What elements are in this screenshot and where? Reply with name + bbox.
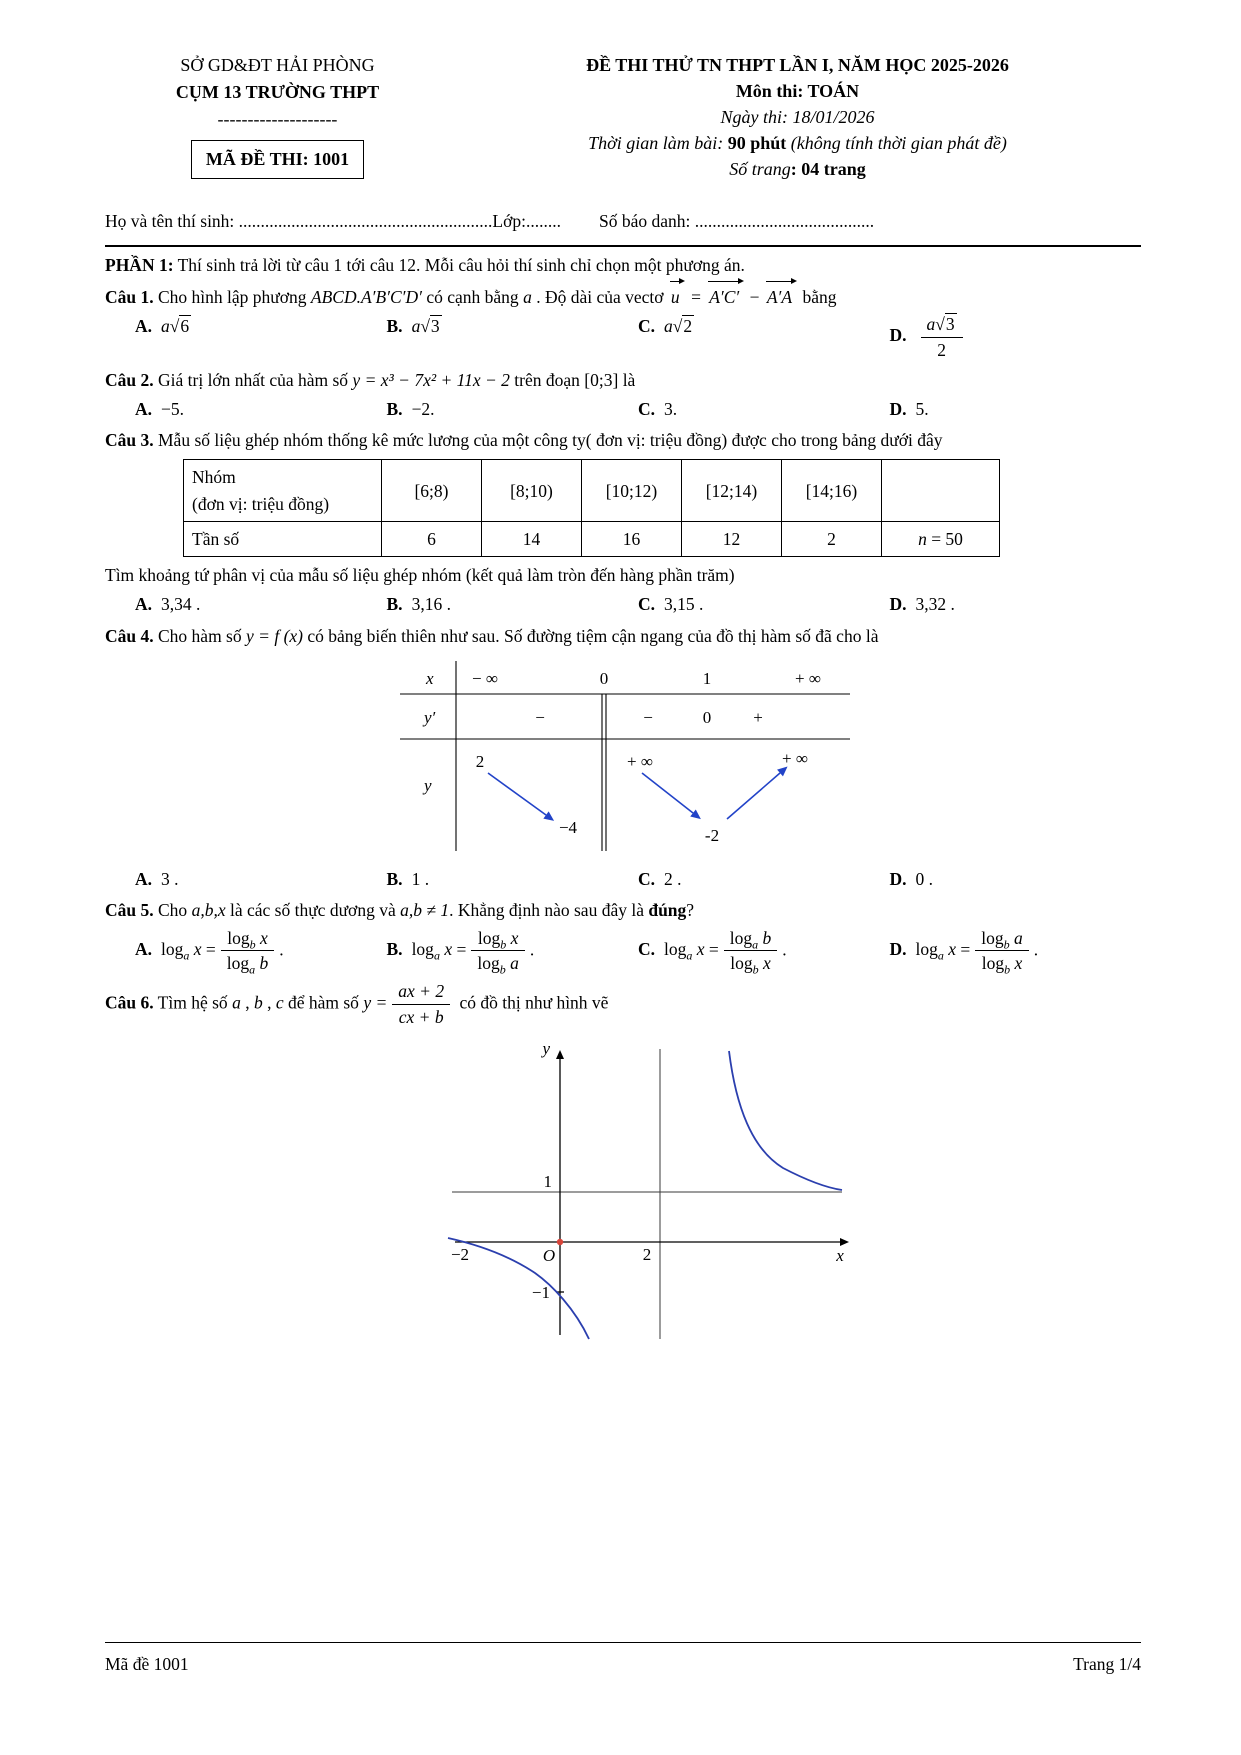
- period: .: [279, 938, 284, 959]
- q3-option-b: [387, 591, 639, 617]
- text-run: . Khẳng định nào sau đây là: [449, 900, 649, 921]
- group-cell: [14;16): [782, 460, 882, 522]
- text-run: . Độ dài của vectơ: [531, 286, 668, 307]
- option-value: 1 .: [411, 869, 430, 890]
- total-cell: [882, 521, 1000, 556]
- log-arg: x: [444, 938, 453, 959]
- duration-value: 90 phút: [727, 133, 791, 154]
- log-lhs: [411, 938, 453, 963]
- bbt-x-pos-inf: + ∞: [795, 668, 821, 688]
- option-label: C.: [638, 869, 656, 890]
- option-value: [412, 315, 442, 336]
- period: .: [782, 938, 787, 959]
- q6-label: Câu 6.: [105, 992, 154, 1013]
- math-run: c: [275, 992, 284, 1013]
- equals-sign: =: [708, 938, 719, 959]
- bbt-x-label: x: [426, 668, 434, 688]
- header-right: [450, 52, 1141, 182]
- option-value: 3,34 .: [161, 594, 201, 615]
- option-label: D.: [889, 869, 907, 890]
- log-word: log: [981, 953, 1005, 974]
- log-word: log: [161, 938, 184, 959]
- vector-u: u: [670, 283, 684, 310]
- text-run: Cho hàm số: [153, 625, 246, 646]
- option-label: A.: [135, 594, 153, 615]
- text-run: Tìm khoảng tứ phân vị của mẫu số liệu ghép nhóm (kết quả làm tròn đến hàng phần trăm): [105, 565, 735, 586]
- log-arg: b: [259, 953, 269, 974]
- q1-option-b: [387, 313, 639, 362]
- q1-options: [105, 313, 1141, 362]
- math-run: [0;3]: [584, 369, 619, 390]
- log-arg: x: [763, 953, 771, 974]
- exam-title: ĐỀ THI THỬ TN THPT LẦN I, NĂM HỌC 2025-2026: [586, 55, 1009, 75]
- graph-origin-label: O: [542, 1245, 556, 1265]
- option-label: A.: [135, 316, 153, 337]
- variation-table-figure: [400, 661, 1141, 858]
- variation-table-svg: [400, 661, 850, 851]
- bbt-x-zero: 0: [599, 668, 609, 688]
- text-run: có đồ thị như hình vẽ: [455, 992, 609, 1013]
- fraction-numerator: [724, 927, 778, 952]
- q3-label: Câu 3.: [105, 430, 154, 451]
- fraction-numerator: ax + 2: [392, 980, 450, 1005]
- fraction-denominator: [975, 951, 1029, 975]
- log-base: a: [937, 948, 944, 963]
- text-run: ,: [240, 992, 254, 1013]
- log-arg: x: [193, 938, 202, 959]
- q1-option-a: [135, 313, 387, 362]
- log-arg: x: [260, 927, 268, 948]
- math-run: ABCD.A′B′C′D′: [310, 286, 422, 307]
- bbt-yprime-sign: +: [753, 707, 763, 727]
- q3-question-text: [105, 562, 1141, 588]
- bbt-yprime-sign: −: [535, 707, 545, 727]
- coefficient: a: [161, 316, 170, 337]
- q1-option-d: [890, 313, 1142, 362]
- q3-option-a: [135, 591, 387, 617]
- log-lhs: [915, 938, 957, 963]
- group-label-line2: (đơn vị: triệu đồng): [192, 493, 330, 514]
- option-label: D.: [889, 325, 907, 346]
- option-value: 3,32 .: [915, 594, 955, 615]
- text-run: Giá trị lớn nhất của hàm số: [153, 369, 353, 390]
- fraction: [221, 927, 275, 976]
- bbt-y-mid-bottom: -2: [704, 825, 720, 845]
- q5-options: [105, 927, 1141, 976]
- option-value: [664, 315, 694, 336]
- q4-option-c: [638, 866, 890, 892]
- bbt-x-neg-inf: − ∞: [472, 668, 498, 688]
- q4-options: [105, 866, 1141, 892]
- bbt-y-label: y: [424, 775, 432, 795]
- q3-stem: [105, 427, 1141, 453]
- option-value: 3,16 .: [411, 594, 451, 615]
- exam-pages: [454, 156, 1141, 182]
- fraction: [392, 980, 450, 1029]
- exam-code-box: MÃ ĐỀ THI: 1001: [191, 140, 364, 179]
- text-run: Cho hình lập phương: [153, 286, 311, 307]
- sqrt-symbol: √: [672, 316, 683, 337]
- coefficient: a: [926, 314, 936, 335]
- log-arg: x: [510, 927, 519, 948]
- freq-cell: 16: [582, 521, 682, 556]
- header-left: [105, 52, 450, 182]
- radicand: 6: [180, 316, 190, 337]
- log-base: b: [1003, 937, 1010, 952]
- log-arg: b: [762, 927, 772, 948]
- asymptote-lines: [452, 1049, 842, 1339]
- option-value: 2 .: [664, 869, 682, 890]
- log-base: a: [433, 948, 440, 963]
- math-run: a: [232, 992, 241, 1013]
- log-lhs: [161, 938, 202, 963]
- math-run: a,b ≠ 1: [400, 900, 450, 921]
- fraction-denominator: [724, 951, 778, 975]
- graph-minus-one-label: −1: [531, 1282, 550, 1302]
- frequency-table: [183, 459, 1000, 557]
- log-arg: a: [510, 953, 519, 974]
- option-value: −5.: [161, 398, 185, 419]
- bbt-yprime-label: y′: [424, 707, 436, 727]
- option-label: C.: [638, 938, 656, 959]
- bbt-arrows: [488, 763, 790, 824]
- q4-option-d: [890, 866, 1142, 892]
- equals-sign: =: [960, 938, 971, 959]
- q6-stem: [105, 980, 1141, 1029]
- log-word: log: [981, 927, 1004, 948]
- log-base: b: [500, 937, 507, 952]
- bbt-yprime-zero: 0: [702, 707, 712, 727]
- school-cluster: CỤM 13 TRƯỜNG THPT: [175, 82, 380, 102]
- option-value: 3.: [664, 398, 678, 419]
- duration-label: Thời gian làm bài:: [588, 133, 728, 154]
- text-run: ?: [686, 900, 695, 921]
- option-label: B.: [386, 398, 403, 419]
- math-run: y =: [363, 992, 388, 1013]
- option-label: D.: [889, 938, 907, 959]
- sqrt-symbol: √: [935, 314, 945, 335]
- part1-text: Thí sinh trả lời từ câu 1 tới câu 12. Mỗi câu hỏi thí sinh chỉ chọn một phương án.: [173, 254, 745, 275]
- student-name-field: Họ và tên thí sinh: ..........................................................: [105, 211, 493, 232]
- origin-point: [557, 1239, 563, 1245]
- text-run: có bảng biến thiên như sau. Số đường tiệm cận ngang của đồ thị hàm số đã cho là: [303, 625, 879, 646]
- bbt-y-right-top: + ∞: [782, 748, 808, 768]
- graph-minus-two-label: −2: [450, 1244, 470, 1264]
- q1-stem: [105, 283, 1141, 310]
- option-label: D.: [889, 398, 907, 419]
- option-value: [161, 315, 191, 336]
- q1-option-c: [638, 313, 890, 362]
- option-label: C.: [638, 594, 656, 615]
- option-label: B.: [386, 594, 403, 615]
- function-graph-figure: [440, 1037, 1141, 1354]
- fraction-numerator: [221, 927, 275, 952]
- q2-option-d: [890, 396, 1142, 422]
- student-info-line: [105, 208, 1141, 234]
- math-run: a,b,x: [191, 900, 226, 921]
- math-run: b: [253, 992, 263, 1013]
- option-label: A.: [135, 398, 153, 419]
- fraction-numerator: [975, 927, 1029, 952]
- sqrt-symbol: √: [169, 316, 180, 337]
- student-id-field: Số báo danh: .........................................: [598, 211, 875, 232]
- sqrt-symbol: √: [420, 316, 430, 337]
- text-run: trên đoạn: [509, 369, 585, 390]
- equals-sign: =: [456, 938, 467, 959]
- radicand: 2: [683, 316, 693, 337]
- fraction-numerator: [921, 313, 963, 338]
- bbt-y-left-bottom: −4: [558, 817, 578, 837]
- log-word: log: [411, 938, 434, 959]
- log-base: b: [249, 937, 256, 952]
- fraction-denominator: cx + b: [398, 1006, 444, 1027]
- exam-duration: [454, 130, 1141, 156]
- log-base: a: [752, 937, 759, 952]
- group-cell: [12;14): [682, 460, 782, 522]
- q2-option-a: [135, 396, 387, 422]
- text-run: để hàm số: [283, 992, 364, 1013]
- bbt-y-mid-top: + ∞: [627, 751, 653, 771]
- option-label: B.: [386, 869, 403, 890]
- option-value: 3 .: [161, 869, 179, 890]
- option-label: A.: [135, 938, 153, 959]
- graph-two-label: 2: [642, 1244, 652, 1264]
- q2-options: [105, 396, 1141, 422]
- radicand: 3: [945, 314, 955, 335]
- coefficient: a: [664, 316, 673, 337]
- fraction-denominator: [221, 951, 275, 975]
- group-cell: [8;10): [482, 460, 582, 522]
- part1-heading: [105, 252, 1141, 278]
- footer-exam-code: Mã đề 1001: [105, 1654, 189, 1674]
- freq-cell: 6: [382, 521, 482, 556]
- duration-note: (không tính thời gian phát đề): [790, 133, 1007, 154]
- q5-option-c: [638, 927, 890, 976]
- emphasized-word: đúng: [648, 900, 687, 921]
- student-class-field: Lớp:........: [492, 211, 561, 232]
- q2-stem: [105, 367, 1141, 393]
- q5-label: Câu 5.: [105, 900, 154, 921]
- department-name: SỞ GD&ĐT HẢI PHÒNG: [180, 55, 375, 75]
- freq-cell: 12: [682, 521, 782, 556]
- fraction-denominator: 2: [937, 339, 946, 360]
- text-run: là: [618, 369, 636, 390]
- hyperbola-curve: [448, 1051, 842, 1339]
- text-run: bằng: [798, 286, 837, 307]
- header: [105, 52, 1141, 182]
- math-run: y = x³ − 7x² + 11x − 2: [352, 369, 510, 390]
- pages-label: Số trang: [729, 159, 791, 180]
- option-value: 0 .: [915, 869, 934, 890]
- q4-option-b: [387, 866, 639, 892]
- table-row: [184, 521, 1000, 556]
- footer: [105, 1642, 1141, 1677]
- graph-one-label: 1: [543, 1171, 552, 1191]
- group-cell: [10;12): [582, 460, 682, 522]
- vector-a-prime-a: A′A: [766, 283, 796, 310]
- log-word: log: [477, 927, 501, 948]
- q5-option-d: [890, 927, 1142, 976]
- log-word: log: [915, 938, 938, 959]
- n-value: = 50: [926, 528, 963, 549]
- group-label-line1: Nhóm: [192, 467, 236, 488]
- option-value: −2.: [411, 398, 435, 419]
- bbt-x-one: 1: [702, 668, 712, 688]
- q4-label: Câu 4.: [105, 625, 154, 646]
- log-arg: x: [948, 938, 957, 959]
- option-value: 5.: [915, 398, 929, 419]
- log-base: b: [752, 962, 759, 977]
- text-run: ,: [262, 992, 276, 1013]
- part1-label: PHẦN 1:: [105, 254, 174, 275]
- period: .: [1033, 938, 1039, 959]
- q2-label: Câu 2.: [105, 369, 154, 390]
- log-base: a: [686, 948, 693, 963]
- text-run: là các số thực dương và: [225, 900, 401, 921]
- fraction: [975, 927, 1029, 976]
- q5-option-b: [387, 927, 639, 976]
- q4-stem: [105, 623, 1141, 649]
- group-header-cell: [184, 460, 382, 522]
- log-base: a: [183, 948, 190, 963]
- option-label: C.: [638, 316, 656, 337]
- q5-stem: [105, 897, 1141, 923]
- q2-option-c: [638, 396, 890, 422]
- fraction-denominator: [471, 951, 525, 975]
- empty-cell: [882, 460, 1000, 522]
- math-run: a: [523, 286, 532, 307]
- dash-separator: --------------------: [217, 109, 338, 129]
- vector-a-prime-c-prime: A′C′: [708, 283, 743, 310]
- log-base: b: [499, 962, 506, 977]
- exam-date: Ngày thi: 18/01/2026: [720, 107, 875, 128]
- bbt-y-left-top: 2: [475, 751, 485, 771]
- log-arg: x: [1014, 953, 1023, 974]
- text-run: Mẫu số liệu ghép nhóm thống kê mức lương của một công ty( đơn vị: triệu đồng) được cho trong bảng dưới đây: [153, 430, 943, 451]
- fraction: [921, 313, 963, 362]
- log-base: b: [1004, 962, 1011, 977]
- bbt-yprime-sign: −: [643, 707, 653, 727]
- fraction: [724, 927, 778, 976]
- group-cell: [6;8): [382, 460, 482, 522]
- option-label: C.: [638, 398, 656, 419]
- equals-sign: =: [685, 286, 707, 307]
- radicand: 3: [430, 316, 440, 337]
- log-arg: a: [1014, 927, 1023, 948]
- exam-subject: Môn thi: TOÁN: [735, 81, 860, 102]
- option-label: B.: [386, 316, 403, 337]
- log-word: log: [477, 953, 500, 974]
- fraction: [471, 927, 525, 976]
- equals-sign: =: [205, 938, 216, 959]
- q3-option-d: [890, 591, 1142, 617]
- log-base: a: [249, 962, 256, 977]
- period: .: [529, 938, 535, 959]
- log-lhs: [664, 938, 705, 963]
- q2-option-b: [387, 396, 639, 422]
- fraction-numerator: [471, 927, 525, 952]
- n-variable: n: [918, 528, 927, 549]
- option-label: B.: [386, 938, 403, 959]
- text-run: Cho: [153, 900, 192, 921]
- header-rule: [105, 245, 1141, 247]
- function-graph-svg: [440, 1037, 860, 1347]
- log-word: log: [729, 927, 753, 948]
- graph-y-axis-label: y: [542, 1038, 550, 1058]
- log-arg: x: [696, 938, 705, 959]
- text-run: Tìm hệ số: [153, 992, 233, 1013]
- log-word: log: [730, 953, 753, 974]
- log-word: log: [664, 938, 687, 959]
- freq-cell: 14: [482, 521, 582, 556]
- graph-x-axis-label: x: [836, 1245, 844, 1265]
- option-label: D.: [889, 594, 907, 615]
- pages-value: : 04 trang: [790, 159, 866, 180]
- option-value: 3,15 .: [664, 594, 704, 615]
- log-word: log: [227, 927, 250, 948]
- q1-label: Câu 1.: [105, 286, 154, 307]
- q3-option-c: [638, 591, 890, 617]
- freq-cell: 2: [782, 521, 882, 556]
- footer-page-number: Trang 1/4: [1073, 1654, 1141, 1674]
- table-row: [184, 460, 1000, 522]
- option-label: A.: [135, 869, 153, 890]
- q4-option-a: [135, 866, 387, 892]
- math-run: y = f (x): [246, 625, 303, 646]
- coefficient: a: [411, 316, 421, 337]
- log-word: log: [226, 953, 250, 974]
- freq-header-cell: Tần số: [184, 521, 382, 556]
- text-run: có cạnh bằng: [421, 286, 524, 307]
- q5-option-a: [135, 927, 387, 976]
- q3-options: [105, 591, 1141, 617]
- minus-sign: −: [745, 286, 764, 307]
